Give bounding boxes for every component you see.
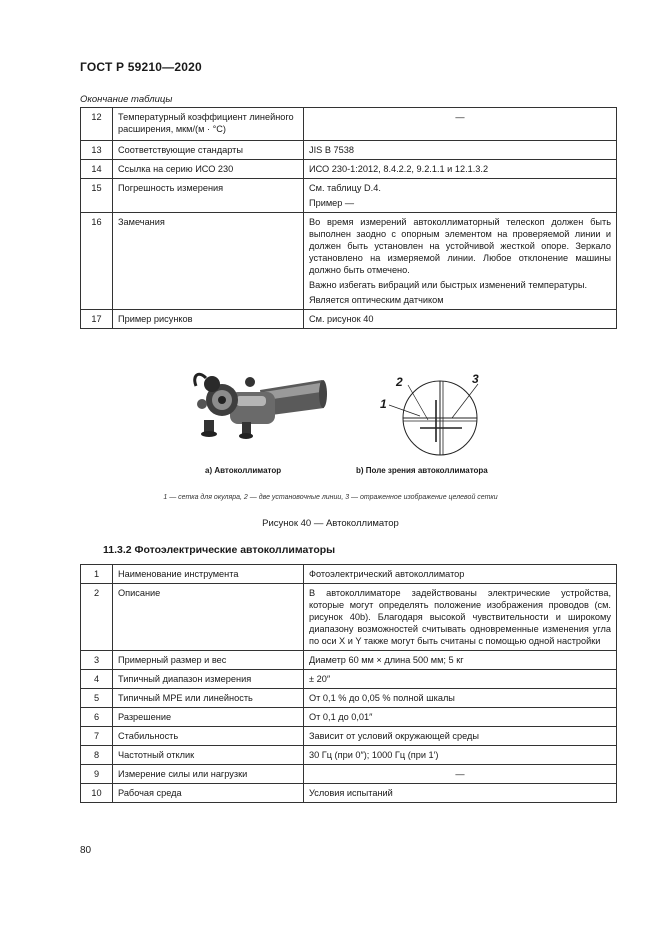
row-number: 17 bbox=[81, 310, 113, 329]
row-number: 3 bbox=[81, 651, 113, 670]
table-row bbox=[81, 160, 617, 179]
row-number: 1 bbox=[81, 565, 113, 584]
value-line: Важно избегать вибраций или быстрых изменений температуры. bbox=[309, 280, 588, 290]
row-number: 2 bbox=[81, 584, 113, 651]
row-value: В автоколлиматоре задействованы электрические устройства, которые могут определять положение изображения проводов (см. рисунок 40b). Благодаря высокой чувствительности и широкому диапазону возможностей считывать одновременные изменения угла по оси X и Y также могут быть считаны с помощью одной настройки bbox=[304, 584, 617, 651]
row-parameter: Замечания bbox=[113, 213, 304, 310]
table-row bbox=[81, 708, 617, 727]
row-parameter: Типичный диапазон измерения bbox=[113, 670, 304, 689]
row-parameter: Описание bbox=[113, 584, 304, 651]
row-value: — bbox=[304, 765, 617, 784]
table-row bbox=[81, 179, 617, 213]
autocollimator-drawing bbox=[190, 362, 340, 452]
row-number: 5 bbox=[81, 689, 113, 708]
table-row bbox=[81, 784, 617, 803]
row-value: ИСО 230-1:2012, 8.4.2.2, 9.2.1.1 и 12.1.3.2 bbox=[304, 160, 617, 179]
row-value: 30 Гц (при 0″); 1000 Гц (при 1′) bbox=[304, 746, 617, 765]
figure-title: Рисунок 40 — Автоколлиматор bbox=[262, 518, 399, 529]
specs-table-continued bbox=[80, 107, 617, 329]
table-row bbox=[81, 727, 617, 746]
table-row bbox=[81, 765, 617, 784]
row-value: См. рисунок 40 bbox=[304, 310, 617, 329]
table-row bbox=[81, 565, 617, 584]
figure-caption-b: b) Поле зрения автоколлиматора bbox=[356, 466, 488, 475]
row-number: 13 bbox=[81, 141, 113, 160]
page-number: 80 bbox=[80, 845, 92, 856]
row-parameter: Примерный размер и вес bbox=[113, 651, 304, 670]
document-id: ГОСТ Р 59210—2020 bbox=[80, 60, 202, 74]
label-1: 1 bbox=[380, 397, 387, 411]
figure-legend: 1 — сетка для окуляра, 2 — две установочные линии, 3 — отраженное изображение целевой сетки bbox=[163, 494, 498, 501]
value-line: См. таблицу D.4. bbox=[309, 183, 381, 193]
row-number: 8 bbox=[81, 746, 113, 765]
row-number: 14 bbox=[81, 160, 113, 179]
row-parameter: Типичный MPE или линейность bbox=[113, 689, 304, 708]
table-continuation-note: Окончание таблицы bbox=[80, 94, 173, 105]
row-number: 9 bbox=[81, 765, 113, 784]
row-number: 4 bbox=[81, 670, 113, 689]
table-row bbox=[81, 746, 617, 765]
value-line: Является оптическим датчиком bbox=[309, 295, 444, 305]
row-number: 12 bbox=[81, 108, 113, 141]
row-value: Условия испытаний bbox=[304, 784, 617, 803]
row-number: 16 bbox=[81, 213, 113, 310]
photoelectric-autocollimator-table bbox=[80, 564, 617, 803]
row-value: Зависит от условий окружающей среды bbox=[304, 727, 617, 746]
row-parameter: Измерение силы или нагрузки bbox=[113, 765, 304, 784]
row-parameter: Ссылка на серию ИСО 230 bbox=[113, 160, 304, 179]
row-parameter: Соответствующие стандарты bbox=[113, 141, 304, 160]
row-number: 10 bbox=[81, 784, 113, 803]
table-row bbox=[81, 689, 617, 708]
table-row bbox=[81, 670, 617, 689]
row-number: 6 bbox=[81, 708, 113, 727]
table-row bbox=[81, 108, 617, 141]
table-row bbox=[81, 141, 617, 160]
table-row bbox=[81, 213, 617, 310]
row-number: 7 bbox=[81, 727, 113, 746]
row-value: От 0,1 до 0,01″ bbox=[304, 708, 617, 727]
row-parameter: Рабочая среда bbox=[113, 784, 304, 803]
row-value: От 0,1 % до 0,05 % полной шкалы bbox=[304, 689, 617, 708]
figure-caption-a: а) Автоколлиматор bbox=[205, 466, 282, 475]
row-value: Фотоэлектрический автоколлиматор bbox=[304, 565, 617, 584]
row-value: — bbox=[304, 108, 617, 141]
row-value: Диаметр 60 мм × длина 500 мм; 5 кг bbox=[304, 651, 617, 670]
row-value: JIS B 7538 bbox=[304, 141, 617, 160]
row-parameter: Частотный отклик bbox=[113, 746, 304, 765]
value-line: Пример — bbox=[309, 198, 355, 208]
row-parameter: Погрешность измерения bbox=[113, 179, 304, 213]
row-parameter: Температурный коэффициент линейного расширения, мкм/(м · °C) bbox=[113, 108, 304, 141]
row-value: ± 20″ bbox=[304, 670, 617, 689]
row-parameter: Пример рисунков bbox=[113, 310, 304, 329]
row-value bbox=[304, 179, 617, 213]
row-parameter: Стабильность bbox=[113, 727, 304, 746]
table-row bbox=[81, 651, 617, 670]
label-2: 2 bbox=[396, 375, 403, 389]
label-3: 3 bbox=[472, 372, 479, 386]
value-line: Во время измерений автоколлиматорный телескоп должен быть выполнен заодно с опорным элементом на проверяемой линии и должен быть установлен на устойчивой жесткой опоре. Зеркало установлено на измеряемой линии. Любое отклонение машины должно быть отмечено. bbox=[309, 217, 611, 275]
row-number: 15 bbox=[81, 179, 113, 213]
table-row bbox=[81, 310, 617, 329]
table-row bbox=[81, 584, 617, 651]
row-value bbox=[304, 213, 617, 310]
section-heading: 11.3.2 Фотоэлектрические автоколлиматоры bbox=[103, 544, 336, 556]
row-parameter: Наименование инструмента bbox=[113, 565, 304, 584]
row-parameter: Разрешение bbox=[113, 708, 304, 727]
